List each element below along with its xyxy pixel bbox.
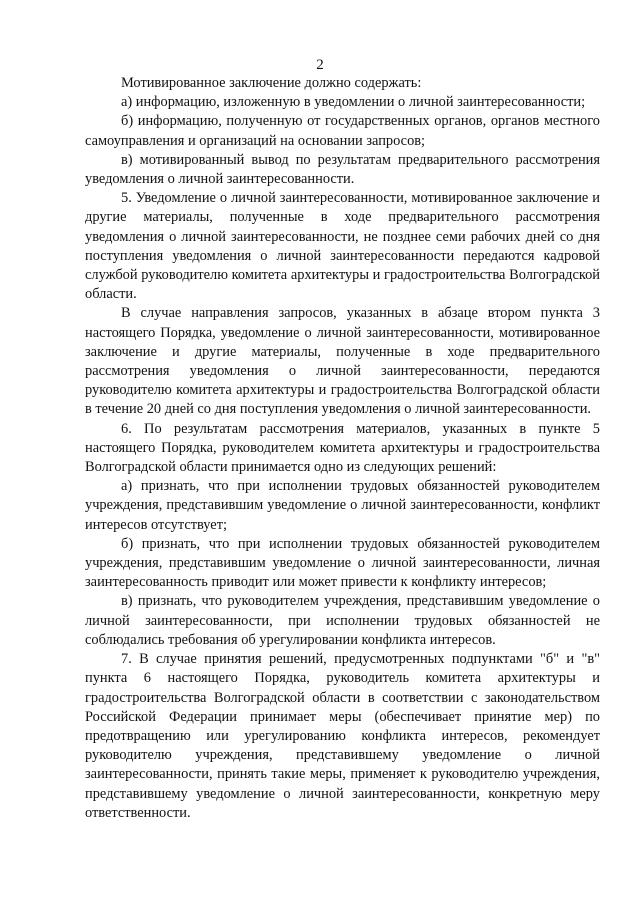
paragraph-clause-6: 6. По результатам рассмотрения материалов, указанных в пункте 5 настоящего Порядка, руководителем комитета архитектуры и градостроительства Волгоградской области принимается одно из следующих решений: bbox=[85, 420, 600, 476]
paragraph-clause-5: 5. Уведомление о личной заинтересованности, мотивированное заключение и другие материалы, полученные в ходе предварительного рассмотрения уведомления о личной заинтересованности, не позднее семи рабочих дней со дня поступления уведомления о личной заинтересованности передаются кадровой службой руководителю комитета архитектуры и градостроительства Волгоградской области. bbox=[85, 190, 600, 303]
paragraph-decision-b: б) признать, что при исполнении трудовых обязанностей руководителем учреждения, представившим уведомление о личной заинтересованности, личная заинтересованность приводит или может привести к конфликту интересов; bbox=[85, 535, 600, 591]
paragraph-intro: Мотивированное заключение должно содержать: bbox=[121, 75, 422, 91]
document-body bbox=[85, 74, 600, 823]
paragraph-item-b: б) информацию, полученную от государственных органов, органов местного самоуправления и организаций на основании запросов; bbox=[85, 113, 600, 149]
paragraph-decision-a: а) признать, что при исполнении трудовых обязанностей руководителем учреждения, представившим уведомление о личной заинтересованности, конфликт интересов отсутствует; bbox=[85, 478, 600, 533]
paragraph-item-v: в) мотивированный вывод по результатам предварительного рассмотрения уведомления о личной заинтересованности. bbox=[85, 151, 600, 188]
paragraph-item-a: а) информацию, изложенную в уведомлении о личной заинтересованности; bbox=[121, 94, 586, 111]
paragraph-clause-7: 7. В случае принятия решений, предусмотренных подпунктами "б" и "в" пункта 6 настоящего Порядка, руководитель комитета архитектуры и градостроительства Волгоградской области в соответствии с законодательством Российской Федерации принимает меры (обеспечивает принятие мер) по предотвращению или урегулированию конфликта интересов, рекомендует руководителю учреждения, представившему уведомление о личной заинтересованности, принять такие меры, применяет к руководителю учреждения, представившему уведомление о личной заинтересованности, конкретную меру ответственности. bbox=[85, 651, 600, 821]
paragraph-decision-v: в) признать, что руководителем учреждения, представившим уведомление о личной заинтересованности, при исполнении трудовых обязанностей не соблюдались требования об урегулировании конфликта интересов. bbox=[85, 593, 600, 648]
page-number: 2 bbox=[316, 57, 324, 73]
paragraph-clause-5-requests: В случае направления запросов, указанных в абзаце втором пункта 3 настоящего Порядка, уведомление о личной заинтересованности, мотивированное заключение и другие материалы, полученные в ходе предварительного рассмотрения уведомления о личной заинтересованности, передаются руководителю комитета архитектуры и градостроительства Волгоградской области в течение 20 дней со дня поступления уведомления о личной заинтересованности. bbox=[85, 305, 600, 418]
